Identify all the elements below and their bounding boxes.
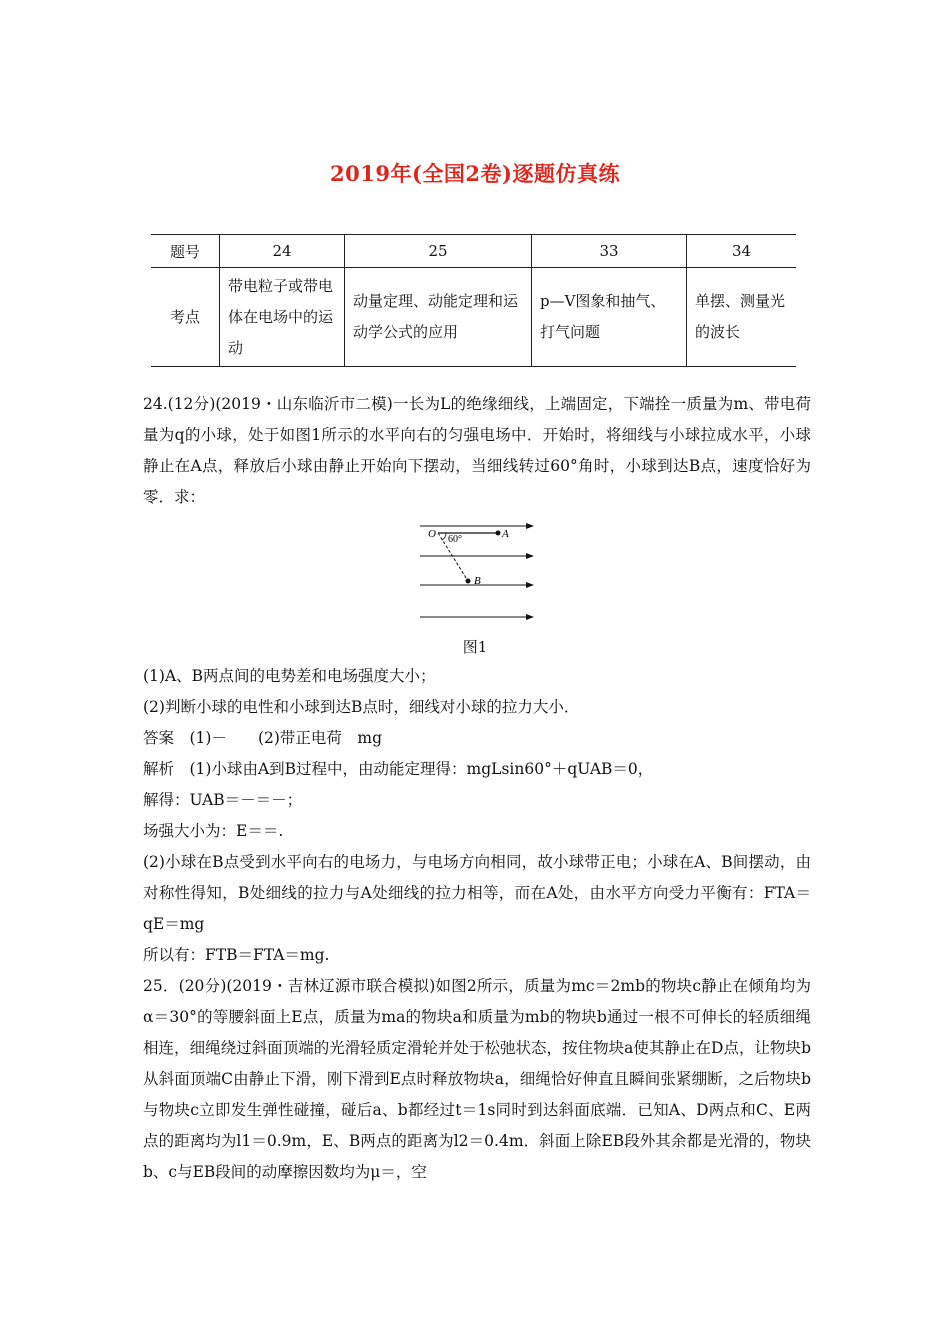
question-24-answer: 答案 (1)－ (2)带正电荷 mg [143, 729, 383, 747]
question-24-stem: 24.(12分)(2019・山东临沂市二模)一长为L的绝缘细线，上端固定，下端拴一质量为m、带电荷量为q的小球，处于如图1所示的水平向右的匀强电场中．开始时，将细线与小球拉成水平，小球静止在A点，释放后小球由静止开始向下摆动，当细线转过60°角时，小球到达B点，速度恰好为零．求： [143, 395, 811, 506]
table-header-row [151, 235, 796, 268]
figure-1-diagram [416, 519, 540, 623]
label-o: O [428, 528, 436, 540]
question-24-sub2: (2)判断小球的电性和小球到达B点时，细线对小球的拉力大小． [143, 698, 580, 716]
table-cell: 33 [532, 235, 687, 268]
table-cell: 34 [687, 235, 797, 268]
figure-1-caption: 图1 [462, 638, 488, 656]
table-cell: 考点 [151, 268, 220, 367]
table-cell: 25 [345, 235, 532, 268]
ball-b [466, 579, 471, 584]
label-b: B [474, 575, 481, 587]
question-24-analysis-4: (2)小球在B点受到水平向右的电场力，与电场方向相同，故小球带正电；小球在A、B间摆动，由对称性得知，B处细线的拉力与A处细线的拉力相等，而在A处，由水平方向受力平衡有：FTA＝qE＝mg [143, 853, 811, 933]
question-24-analysis-5: 所以有：FTB＝FTA＝mg. [143, 946, 330, 964]
table-cell: 带电粒子或带电体在电场中的运动 [220, 268, 345, 367]
angle-arc [442, 533, 446, 540]
angle-label: 60° [448, 534, 462, 545]
label-a: A [502, 528, 509, 540]
table-cell: p—V图象和抽气、打气问题 [532, 268, 687, 367]
question-25-stem: 25．(20分)(2019・吉林辽源市联合模拟)如图2所示，质量为mc＝2mb的物块c静止在倾角均为α＝30°的等腰斜面上E点，质量为ma的物块a和质量为mb的物块b通过一根不可伸长的轻质细绳相连，细绳绕过斜面顶端的光滑轻质定滑轮并处于松弛状态，按住物块a使其静止在D点，让物块b从斜面顶端C由静止下滑，刚下滑到E点时释放物块a，细绳恰好伸直且瞬间张紧绷断，之后物块b与物块c立即发生弹性碰撞，碰后a、b都经过t＝1s同时到达斜面底端．已知A、D两点和C、E两点的距离均为l1＝0.9m，E、B两点的距离为l2＝0.4m．斜面上除EB段外其余都是光滑的，物块b、c与EB段间的动摩擦因数均为μ＝，空 [143, 977, 811, 1181]
topics-table [151, 234, 796, 367]
table-row [151, 268, 796, 367]
table-cell: 24 [220, 235, 345, 268]
table-cell: 动量定理、动能定理和运动学公式的应用 [345, 268, 532, 367]
table-cell: 题号 [151, 235, 220, 268]
question-24-sub1: (1)A、B两点间的电势差和电场强度大小； [143, 667, 436, 685]
ball-a [496, 531, 501, 536]
question-24-solution-block [143, 661, 811, 1188]
page-title: 2019年(全国2卷)逐题仿真练 [330, 161, 620, 186]
table-cell: 单摆、测量光的波长 [687, 268, 797, 367]
question-24-analysis-1: 解析 (1)小球由A到B过程中，由动能定理得：mgLsin60°＋qUAB＝0， [143, 760, 654, 778]
question-24-stem-block [143, 389, 811, 513]
question-24-analysis-2: 解得：UAB＝－＝－； [143, 791, 303, 809]
question-24-analysis-3: 场强大小为：E＝＝. [143, 822, 284, 840]
